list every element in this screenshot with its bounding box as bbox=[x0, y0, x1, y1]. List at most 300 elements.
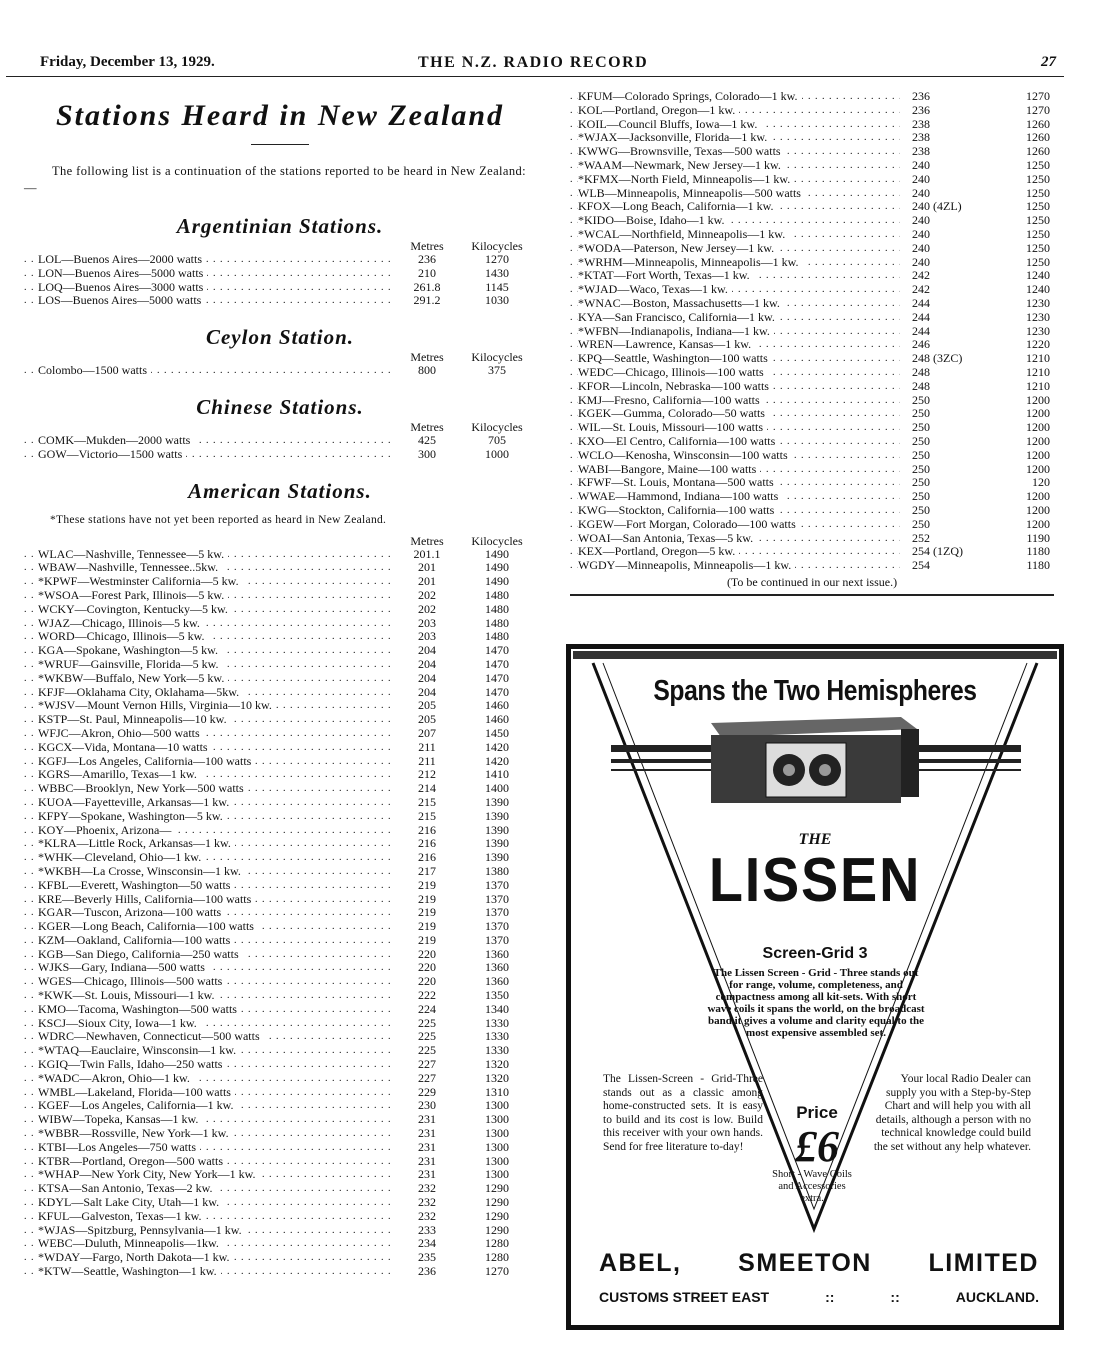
station-cell bbox=[24, 727, 396, 741]
station-kilocycles: 1200 bbox=[1026, 420, 1050, 435]
station-kilocycles: 1330 bbox=[485, 1043, 509, 1058]
station-name: KGEF—Los Angeles, California—1 kw. bbox=[38, 1099, 238, 1112]
station-row bbox=[24, 893, 536, 907]
issue-date: Friday, December 13, 1929. bbox=[40, 54, 215, 70]
station-row bbox=[570, 269, 1054, 283]
station-metres: 204 bbox=[418, 643, 436, 658]
station-kilocycles: 1260 bbox=[1026, 130, 1050, 145]
station-cell bbox=[24, 699, 396, 713]
station-kilocycles: 1200 bbox=[1026, 502, 1050, 517]
station-name: *WDAY—Fargo, North Dakota—1 kw. bbox=[38, 1251, 234, 1264]
station-name: KGB—San Diego, California—250 watts bbox=[38, 948, 243, 961]
page-number: 27 bbox=[1041, 54, 1056, 70]
station-name: KMJ—Fresno, California—100 watts bbox=[578, 394, 764, 407]
station-name: KYA—San Francisco, California—1 kw. bbox=[578, 311, 779, 324]
station-metres: 211 bbox=[418, 753, 436, 768]
station-metres: 250 bbox=[912, 406, 930, 421]
station-kilocycles: 1190 bbox=[1026, 530, 1050, 545]
station-row bbox=[570, 283, 1054, 297]
station-kilocycles: 1270 bbox=[1026, 89, 1050, 103]
station-row bbox=[570, 352, 1054, 366]
station-name: KTSA—San Antonio, Texas—2 kw. bbox=[38, 1182, 217, 1195]
station-kilocycles: 1370 bbox=[485, 891, 509, 906]
station-metres: 250 bbox=[912, 502, 930, 517]
station-cell bbox=[24, 920, 396, 934]
station-kilocycles: 1410 bbox=[485, 767, 509, 782]
station-row bbox=[24, 589, 536, 603]
station-name: WCLO—Kenosha, Winsconsin—100 watts bbox=[578, 449, 792, 462]
station-row bbox=[24, 1058, 536, 1072]
section-title: Ceylon Station. bbox=[205, 325, 355, 350]
station-cell bbox=[570, 449, 906, 463]
station-metres: 227 bbox=[418, 1070, 436, 1085]
station-kilocycles: 1490 bbox=[485, 546, 509, 561]
station-row bbox=[24, 1196, 536, 1210]
station-row bbox=[24, 851, 536, 865]
station-kilocycles: 1250 bbox=[1026, 199, 1050, 214]
station-name: KDYL—Salt Lake City, Utah—1 kw. bbox=[38, 1196, 223, 1209]
station-name: GOW—Victorio—1500 watts bbox=[38, 448, 186, 461]
station-row bbox=[570, 104, 1054, 118]
station-name: KGEK—Gumma, Colorado—50 watts bbox=[578, 407, 769, 420]
station-name: WDRC—Newhaven, Connecticut—500 watts bbox=[38, 1030, 264, 1043]
chinese-section bbox=[24, 394, 536, 462]
station-row bbox=[24, 548, 536, 562]
station-cell bbox=[24, 851, 396, 865]
title-rule bbox=[251, 144, 309, 145]
station-kilocycles: 1180 bbox=[1026, 558, 1050, 573]
station-name: KFUM—Colorado Springs, Colorado—1 kw. bbox=[578, 90, 802, 103]
station-name: KGER—Long Beach, California—100 watts bbox=[38, 920, 258, 933]
station-kilocycles: 1470 bbox=[485, 656, 509, 671]
station-kilocycles: 1370 bbox=[485, 932, 509, 947]
station-metres: 242 bbox=[912, 282, 930, 297]
station-cell bbox=[24, 975, 396, 989]
right-column bbox=[570, 90, 1054, 596]
station-kilocycles: 1470 bbox=[485, 670, 509, 685]
station-metres: 254 bbox=[912, 558, 930, 573]
station-name: WIBW—Topeka, Kansas—1 kw. bbox=[38, 1113, 202, 1126]
station-kilocycles: 1370 bbox=[485, 905, 509, 920]
station-row bbox=[24, 434, 536, 448]
station-row bbox=[570, 504, 1054, 518]
kilocycles-header: Kilocycles bbox=[471, 350, 523, 365]
station-kilocycles: 1390 bbox=[485, 836, 509, 851]
station-metres: 240 bbox=[912, 213, 930, 228]
station-cell bbox=[570, 145, 906, 159]
station-kilocycles: 1260 bbox=[1026, 116, 1050, 131]
station-metres: 236 bbox=[418, 252, 436, 266]
station-metres: 231 bbox=[418, 1126, 436, 1141]
station-name: WBBC—Brooklyn, New York—500 watts bbox=[38, 782, 248, 795]
station-row bbox=[570, 490, 1054, 504]
american-section bbox=[24, 478, 536, 1279]
section-note: *These stations have not yet been reported as heard in New Zealand. bbox=[50, 513, 387, 526]
section-title: American Stations. bbox=[188, 478, 372, 503]
station-name: KFWF—St. Louis, Montana—500 watts bbox=[578, 476, 778, 489]
station-kilocycles: 1210 bbox=[1026, 351, 1050, 366]
station-row bbox=[570, 159, 1054, 173]
station-kilocycles: 1210 bbox=[1026, 378, 1050, 393]
station-cell bbox=[24, 824, 396, 838]
station-row bbox=[570, 200, 1054, 214]
station-name: *WFBN—Indianapolis, Indiana—1 kw. bbox=[578, 325, 774, 338]
station-name: WMBL—Lakeland, Florida—100 watts bbox=[38, 1086, 235, 1099]
station-row bbox=[24, 253, 536, 267]
station-kilocycles: 1230 bbox=[1026, 309, 1050, 324]
station-cell bbox=[570, 187, 906, 201]
station-row bbox=[24, 810, 536, 824]
station-cell bbox=[24, 1224, 396, 1238]
station-cell bbox=[24, 1086, 396, 1100]
station-cell bbox=[570, 394, 906, 408]
station-name: KFPY—Spokane, Washington—5 kw. bbox=[38, 810, 227, 823]
station-row bbox=[24, 364, 536, 378]
station-cell bbox=[24, 741, 396, 755]
advert-headline: Spans the Two Hemispheres bbox=[653, 675, 977, 707]
station-cell bbox=[24, 603, 396, 617]
station-kilocycles: 1290 bbox=[485, 1195, 509, 1210]
station-kilocycles: 1300 bbox=[485, 1167, 509, 1182]
station-name: KZM—Oakland, California—100 watts bbox=[38, 934, 234, 947]
station-row bbox=[24, 561, 536, 575]
station-name: *WRUF—Gainsville, Florida—5 kw. bbox=[38, 658, 223, 671]
station-row bbox=[24, 948, 536, 962]
station-row bbox=[24, 989, 536, 1003]
column-end-rule bbox=[570, 594, 1054, 596]
station-row bbox=[570, 476, 1054, 490]
station-row bbox=[570, 338, 1054, 352]
station-kilocycles: 1300 bbox=[485, 1153, 509, 1168]
station-name: KGRS—Amarillo, Texas—1 kw. bbox=[38, 768, 201, 781]
model-name: Screen-Grid 3 bbox=[762, 945, 868, 962]
station-row bbox=[24, 603, 536, 617]
station-row bbox=[24, 755, 536, 769]
header-rule bbox=[6, 76, 1064, 77]
station-kilocycles: 1280 bbox=[485, 1250, 509, 1265]
station-name: *WKBW—Buffalo, New York—5 kw. bbox=[38, 672, 228, 685]
station-row bbox=[24, 1224, 536, 1238]
station-cell bbox=[570, 532, 906, 546]
station-kilocycles: 1030 bbox=[485, 293, 509, 308]
station-row bbox=[570, 407, 1054, 421]
station-row bbox=[24, 796, 536, 810]
metres-header: Metres bbox=[410, 419, 444, 434]
station-kilocycles: 1340 bbox=[485, 1001, 509, 1016]
station-kilocycles: 1250 bbox=[1026, 226, 1050, 241]
section-title: Argentinian Stations. bbox=[176, 214, 384, 238]
station-cell bbox=[24, 364, 396, 378]
station-row bbox=[24, 294, 536, 308]
station-metres: 219 bbox=[418, 877, 436, 892]
article-intro: The following list is a continuation of the stations reported to be heard in New Zealand:— bbox=[24, 164, 527, 195]
station-kilocycles: 1330 bbox=[485, 1029, 509, 1044]
station-cell bbox=[24, 782, 396, 796]
station-name: LOQ—Buenos Aires—3000 watts bbox=[38, 281, 207, 294]
station-cell bbox=[24, 561, 396, 575]
station-metres: 248 (3ZC) bbox=[912, 351, 963, 366]
address-separator: :: bbox=[825, 1289, 835, 1305]
station-kilocycles: 1420 bbox=[485, 753, 509, 768]
station-metres: 225 bbox=[418, 1043, 436, 1058]
station-kilocycles: 1250 bbox=[1026, 240, 1050, 255]
station-metres: 205 bbox=[418, 698, 436, 713]
station-cell bbox=[24, 948, 396, 962]
metres-header: Metres bbox=[410, 533, 444, 548]
station-metres: 800 bbox=[418, 363, 436, 378]
station-name: WJKS—Gary, Indiana—500 watts bbox=[38, 961, 209, 974]
station-row bbox=[24, 1182, 536, 1196]
station-cell bbox=[570, 559, 906, 573]
station-metres: 224 bbox=[418, 1001, 436, 1016]
station-kilocycles: 1360 bbox=[485, 960, 509, 975]
station-kilocycles: 1370 bbox=[485, 877, 509, 892]
metres-header: Metres bbox=[410, 350, 444, 365]
station-cell bbox=[24, 1030, 396, 1044]
station-metres: 240 bbox=[912, 240, 930, 255]
station-row bbox=[24, 865, 536, 879]
station-cell bbox=[24, 879, 396, 893]
station-kilocycles: 1000 bbox=[485, 446, 509, 461]
station-kilocycles: 1480 bbox=[485, 615, 509, 630]
station-kilocycles: 1330 bbox=[485, 1015, 509, 1030]
station-cell bbox=[570, 214, 906, 228]
station-name: *WHAP—New York City, New York—1 kw. bbox=[38, 1168, 259, 1181]
station-row bbox=[24, 768, 536, 782]
station-metres: 227 bbox=[418, 1057, 436, 1072]
station-cell bbox=[24, 617, 396, 631]
price-amount: £6 bbox=[795, 1122, 839, 1171]
column-headers bbox=[24, 350, 536, 364]
station-kilocycles: 1290 bbox=[485, 1208, 509, 1223]
station-cell bbox=[24, 810, 396, 824]
station-name: KEX—Portland, Oregon—5 kw. bbox=[578, 545, 739, 558]
station-cell bbox=[24, 1265, 396, 1279]
station-metres: 236 bbox=[912, 89, 930, 103]
station-row bbox=[24, 906, 536, 920]
station-cell bbox=[24, 1196, 396, 1210]
station-row bbox=[570, 394, 1054, 408]
station-metres: 210 bbox=[418, 265, 436, 280]
company-name-part: SMEETON bbox=[738, 1249, 872, 1277]
station-cell bbox=[24, 1155, 396, 1169]
station-kilocycles: 1390 bbox=[485, 794, 509, 809]
station-kilocycles: 1300 bbox=[485, 1139, 509, 1154]
ceylon-section bbox=[24, 324, 536, 378]
station-row bbox=[24, 644, 536, 658]
station-metres: 248 bbox=[912, 378, 930, 393]
station-kilocycles: 1200 bbox=[1026, 461, 1050, 476]
station-row bbox=[24, 1072, 536, 1086]
station-metres: 242 bbox=[912, 268, 930, 283]
station-row bbox=[24, 1017, 536, 1031]
station-kilocycles: 1470 bbox=[485, 643, 509, 658]
price-label: Price bbox=[796, 1103, 838, 1122]
station-metres: 232 bbox=[418, 1181, 436, 1196]
station-kilocycles: 1310 bbox=[485, 1084, 509, 1099]
station-metres: 231 bbox=[418, 1153, 436, 1168]
station-cell bbox=[24, 589, 396, 603]
station-name: WGDY—Minneapolis, Minneapolis—1 kw. bbox=[578, 559, 795, 572]
station-metres: 244 bbox=[912, 323, 930, 338]
station-metres: 240 bbox=[912, 157, 930, 172]
station-metres: 219 bbox=[418, 905, 436, 920]
station-row bbox=[24, 713, 536, 727]
station-row bbox=[24, 658, 536, 672]
station-name: WORD—Chicago, Illinois—5 kw. bbox=[38, 630, 209, 643]
company-name bbox=[599, 1249, 1039, 1278]
station-name: KOL—Portland, Oregon—1 kw. bbox=[578, 104, 739, 117]
station-metres: 230 bbox=[418, 1098, 436, 1113]
station-kilocycles: 1220 bbox=[1026, 337, 1050, 352]
station-row bbox=[570, 187, 1054, 201]
station-row bbox=[24, 672, 536, 686]
station-metres: 207 bbox=[418, 725, 436, 740]
station-row bbox=[24, 975, 536, 989]
station-name: KFUL—Galveston, Texas—1 kw. bbox=[38, 1210, 205, 1223]
station-kilocycles: 1250 bbox=[1026, 171, 1050, 186]
station-cell bbox=[24, 934, 396, 948]
station-name: KWG—Stockton, California—100 watts bbox=[578, 504, 778, 517]
station-row bbox=[570, 545, 1054, 559]
station-kilocycles: 1450 bbox=[485, 725, 509, 740]
station-kilocycles: 1250 bbox=[1026, 213, 1050, 228]
station-row bbox=[24, 1210, 536, 1224]
station-kilocycles: 1420 bbox=[485, 739, 509, 754]
station-row bbox=[24, 837, 536, 851]
station-kilocycles: 1230 bbox=[1026, 323, 1050, 338]
station-list-continued bbox=[570, 90, 1054, 573]
station-metres: 254 (1ZQ) bbox=[912, 544, 963, 559]
station-metres: 204 bbox=[418, 656, 436, 671]
station-row bbox=[570, 325, 1054, 339]
station-cell bbox=[24, 686, 396, 700]
station-kilocycles: 1460 bbox=[485, 712, 509, 727]
station-cell bbox=[570, 545, 906, 559]
station-name: *WNAC—Boston, Massachusetts—1 kw. bbox=[578, 297, 784, 310]
station-kilocycles: 1200 bbox=[1026, 489, 1050, 504]
station-cell bbox=[24, 796, 396, 810]
station-name: WWAE—Hammond, Indiana—100 watts bbox=[578, 490, 782, 503]
advert-the: THE bbox=[798, 831, 832, 848]
station-name: KFJF—Oklahama City, Oklahama—5kw. bbox=[38, 686, 243, 699]
station-list bbox=[24, 548, 536, 1279]
station-name: *WBBR—Rossville, New York—1 kw. bbox=[38, 1127, 233, 1140]
station-name: *WAAM—Newmark, New Jersey—1 kw. bbox=[578, 159, 785, 172]
station-cell bbox=[570, 407, 906, 421]
station-metres: 250 bbox=[912, 475, 930, 490]
brand-logo: LISSEN bbox=[708, 846, 922, 915]
address-street: CUSTOMS STREET EAST bbox=[599, 1289, 770, 1305]
station-name: KGA—Spokane, Washington—5 kw. bbox=[38, 644, 222, 657]
station-row bbox=[24, 1265, 536, 1279]
station-kilocycles: 1200 bbox=[1026, 406, 1050, 421]
station-metres: 202 bbox=[418, 601, 436, 616]
station-row bbox=[24, 281, 536, 295]
station-kilocycles: 1200 bbox=[1026, 516, 1050, 531]
station-cell bbox=[24, 865, 396, 879]
station-metres: 250 bbox=[912, 447, 930, 462]
station-metres: 201.1 bbox=[413, 546, 441, 561]
station-name: KXO—El Centro, California—100 watts bbox=[578, 435, 779, 448]
station-cell bbox=[24, 1072, 396, 1086]
station-metres: 216 bbox=[418, 822, 436, 837]
station-cell bbox=[570, 518, 906, 532]
article-title: Stations Heard in New Zealand bbox=[55, 99, 505, 132]
station-name: WBAW—Nashville, Tennessee..5kw. bbox=[38, 561, 222, 574]
station-metres: 250 bbox=[912, 433, 930, 448]
station-name: KOIL—Council Bluffs, Iowa—1 kw. bbox=[578, 118, 761, 131]
station-cell bbox=[24, 658, 396, 672]
page-header bbox=[40, 54, 1056, 76]
station-metres: 203 bbox=[418, 615, 436, 630]
station-kilocycles: 705 bbox=[488, 432, 506, 447]
station-metres: 232 bbox=[418, 1208, 436, 1223]
station-cell bbox=[570, 256, 906, 270]
station-name: WIL—St. Louis, Missouri—100 watts bbox=[578, 421, 767, 434]
station-row bbox=[24, 1237, 536, 1251]
station-row bbox=[24, 1099, 536, 1113]
station-name: WEBC—Duluth, Minneapolis—1kw. bbox=[38, 1237, 223, 1250]
station-name: *KFMX—North Field, Minneapolis—1 kw. bbox=[578, 173, 794, 186]
station-kilocycles: 1270 bbox=[485, 252, 509, 266]
station-cell bbox=[24, 1058, 396, 1072]
station-cell bbox=[24, 1251, 396, 1265]
station-cell bbox=[24, 630, 396, 644]
station-name: COMK—Mukden—2000 watts bbox=[38, 434, 194, 447]
station-metres: 244 bbox=[912, 295, 930, 310]
left-column bbox=[24, 96, 536, 1279]
station-kilocycles: 1360 bbox=[485, 974, 509, 989]
station-name: KGIQ—Twin Falls, Idaho—250 watts bbox=[38, 1058, 226, 1071]
station-row bbox=[24, 824, 536, 838]
station-metres: 246 bbox=[912, 337, 930, 352]
station-name: KFOX—Long Beach, California—1 kw. bbox=[578, 200, 778, 213]
station-list bbox=[24, 434, 536, 462]
station-metres: 215 bbox=[418, 808, 436, 823]
station-cell bbox=[24, 755, 396, 769]
station-metres: 261.8 bbox=[413, 279, 441, 294]
station-name: *KIDO—Boise, Idaho—1 kw. bbox=[578, 214, 729, 227]
station-metres: 238 bbox=[912, 130, 930, 145]
argentinian-section bbox=[24, 213, 536, 308]
station-name: *KLRA—Little Rock, Arkansas—1 kw. bbox=[38, 837, 235, 850]
station-cell bbox=[570, 380, 906, 394]
station-name: WABI—Bangore, Maine—100 watts bbox=[578, 463, 760, 476]
station-cell bbox=[24, 644, 396, 658]
station-row bbox=[24, 1086, 536, 1100]
station-metres: 220 bbox=[418, 946, 436, 961]
address-city: AUCKLAND. bbox=[955, 1289, 1039, 1305]
station-row bbox=[24, 575, 536, 589]
station-row bbox=[24, 1251, 536, 1265]
station-name: *WHK—Cleveland, Ohio—1 kw. bbox=[38, 851, 205, 864]
station-row bbox=[24, 727, 536, 741]
station-metres: 252 bbox=[912, 530, 930, 545]
station-metres: 240 (4ZL) bbox=[912, 199, 962, 214]
station-kilocycles: 1230 bbox=[1026, 295, 1050, 310]
station-cell bbox=[24, 1127, 396, 1141]
address-separator: :: bbox=[890, 1289, 900, 1305]
station-kilocycles: 1200 bbox=[1026, 392, 1050, 407]
station-name: KTBR—Portland, Oregon—500 watts bbox=[38, 1155, 227, 1168]
station-metres: 235 bbox=[418, 1250, 436, 1265]
station-metres: 238 bbox=[912, 144, 930, 159]
station-cell bbox=[24, 1168, 396, 1182]
station-kilocycles: 1480 bbox=[485, 629, 509, 644]
coils-note: Short - Wave Coils and Accessories extra. bbox=[772, 1169, 852, 1204]
station-cell bbox=[570, 283, 906, 297]
